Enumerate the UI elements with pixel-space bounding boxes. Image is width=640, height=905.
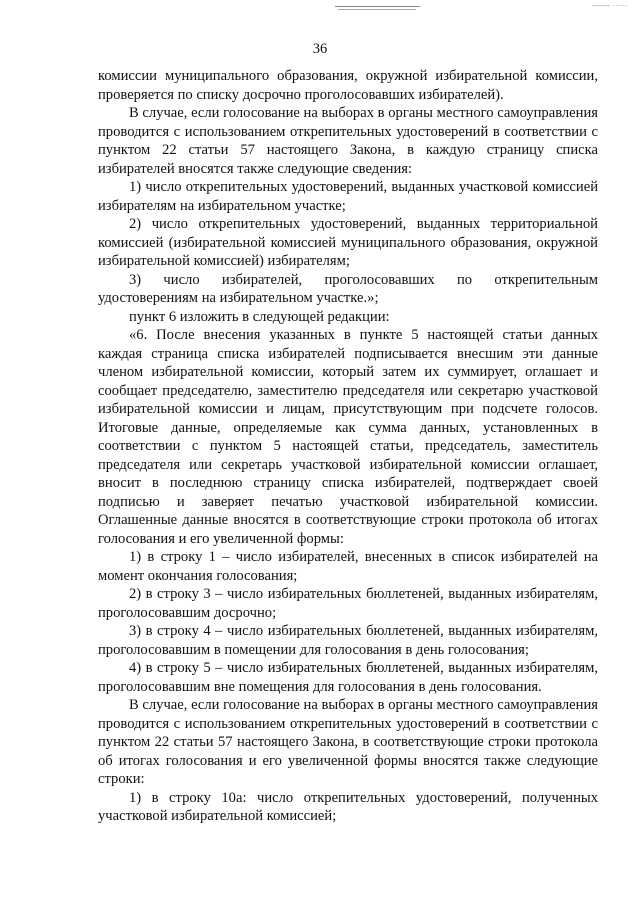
header-rule: [335, 6, 420, 7]
paragraph: 3) в строку 4 – число избирательных бюллетеней, выданных избирателям, проголосовавшим в помещении для голосования в день голосования;: [98, 623, 598, 658]
paragraph: 2) число открепительных удостоверений, выданных территориальной комиссией (избирательной комиссией муниципального образования, окружной избирательной комиссией) избирателям;: [98, 216, 598, 269]
header-rule-secondary: [338, 9, 416, 10]
page-number: 36: [312, 41, 328, 57]
paragraph: 1) число открепительных удостоверений, выданных участковой комиссией избирателям на избирательном участке;: [98, 179, 598, 214]
paragraph: 2) в строку 3 – число избирательных бюллетеней, выданных избирателям, проголосовавшим досрочно;: [98, 586, 598, 621]
header-marks: —— ·····: [592, 0, 628, 10]
paragraph: пункт 6 изложить в следующей редакции:: [129, 308, 390, 325]
paragraph: В случае, если голосование на выборах в органы местного самоуправления проводится с использованием открепительных удостоверений в соответствии с пунктом 22 статьи 57 настоящего Закона, в соответствующие строки протокола об итогах голосования и его увеличенной формы вносятся также следующие строки:: [98, 697, 598, 787]
paragraph: 4) в строку 5 – число избирательных бюллетеней, выданных избирателям, проголосовавшим вне помещения для голосования в день голосования.: [98, 660, 598, 695]
paragraph: комиссии муниципального образования, окружной избирательной комиссии, проверяется по списку досрочно проголосовавших избирателей).: [98, 68, 598, 103]
paragraph: 1) в строку 10а: число открепительных удостоверений, полученных участковой избирательной комиссией;: [98, 789, 598, 824]
paragraph: В случае, если голосование на выборах в органы местного самоуправления проводится с использованием открепительных удостоверений в соответствии с пунктом 22 статьи 57 настоящего Закона, в каждую страницу списка избирателей вносятся также следующие сведения:: [98, 105, 598, 177]
paragraph: 1) в строку 1 – число избирателей, внесенных в список избирателей на момент окончания голосования;: [98, 549, 598, 584]
paragraph: «6. После внесения указанных в пункте 5 настоящей статьи данных каждая страница списка избирателей подписывается внесшим эти данные членом избирательной комиссии, который затем их суммирует, оглашает и сообщает председателю, заместителю председателя или секретарю участковой избирательной комиссии и лицам, присутствующим при подсчете голосов. Итоговые данные, определяемые как сумма данных, установленных в соответствии с пунктом 5 настоящей статьи, председатель, заместитель председателя или секретарь участковой избирательной комиссии оглашает, вносит в последнюю страницу списка избирателей, подтверждает своей подписью и заверяет печатью участковой избирательной комиссии. Оглашенные данные вносятся в соответствующие строки протокола об итогах голосования и его увеличенной формы:: [98, 327, 598, 547]
paragraph: 3) число избирателей, проголосовавших по открепительным удостоверениям на избирательном участке.»;: [98, 271, 598, 306]
document-body: [98, 67, 598, 826]
